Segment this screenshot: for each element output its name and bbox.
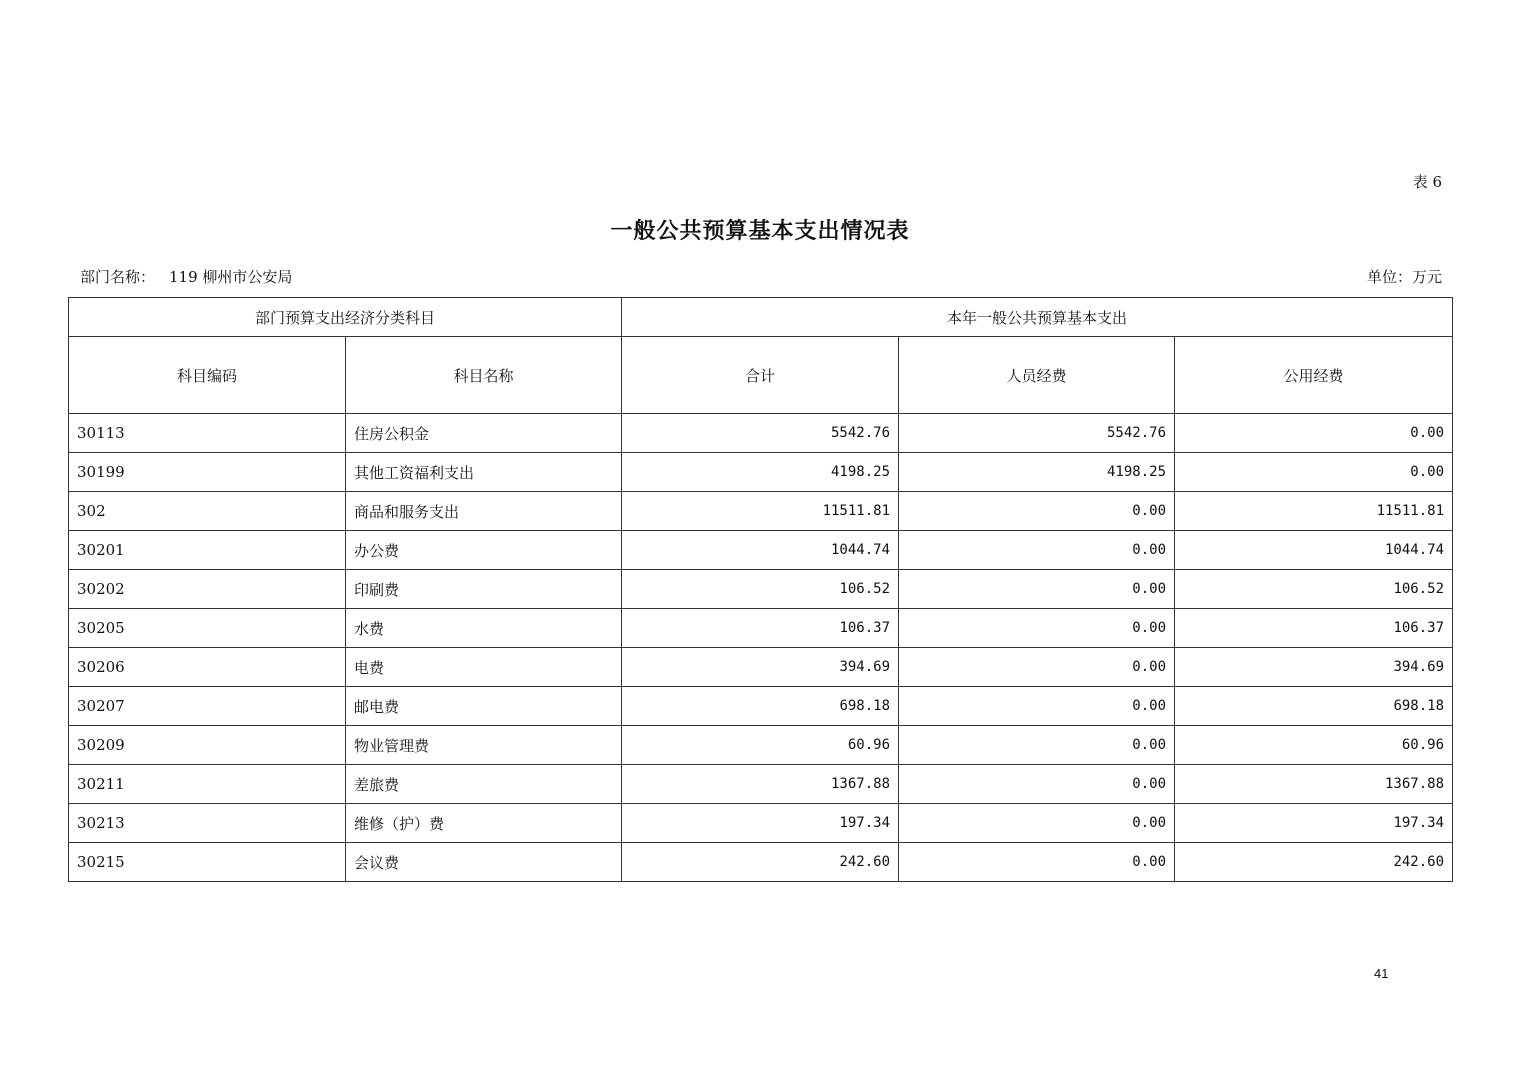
cell-name: 电费: [346, 648, 622, 687]
cell-code: 30202: [69, 570, 346, 609]
table-row: [69, 648, 1453, 687]
cell-personnel: 0.00: [899, 570, 1175, 609]
cell-personnel: 0.00: [899, 765, 1175, 804]
header-total: 合计: [622, 337, 899, 414]
table-body: [69, 414, 1453, 882]
cell-code: 30206: [69, 648, 346, 687]
header-name: 科目名称: [346, 337, 622, 414]
cell-personnel: 4198.25: [899, 453, 1175, 492]
cell-name: 差旅费: [346, 765, 622, 804]
cell-code: 302: [69, 492, 346, 531]
cell-name: 商品和服务支出: [346, 492, 622, 531]
cell-personnel: 0.00: [899, 609, 1175, 648]
cell-name: 其他工资福利支出: [346, 453, 622, 492]
cell-public: 0.00: [1175, 414, 1453, 453]
table-row: [69, 609, 1453, 648]
cell-public: 0.00: [1175, 453, 1453, 492]
table-row: [69, 570, 1453, 609]
cell-public: 106.37: [1175, 609, 1453, 648]
header-public: 公用经费: [1175, 337, 1453, 414]
department-name: 119 柳州市公安局: [169, 268, 293, 286]
cell-code: 30199: [69, 453, 346, 492]
table-row: [69, 726, 1453, 765]
header-column-row: [69, 337, 1453, 414]
cell-code: 30213: [69, 804, 346, 843]
cell-personnel: 0.00: [899, 843, 1175, 882]
cell-name: 水费: [346, 609, 622, 648]
table-row: [69, 843, 1453, 882]
cell-name: 会议费: [346, 843, 622, 882]
cell-total: 1367.88: [622, 765, 899, 804]
cell-total: 4198.25: [622, 453, 899, 492]
cell-public: 197.34: [1175, 804, 1453, 843]
cell-public: 1044.74: [1175, 531, 1453, 570]
cell-code: 30207: [69, 687, 346, 726]
department-label: 部门名称：: [80, 268, 156, 286]
cell-public: 242.60: [1175, 843, 1453, 882]
cell-name: 住房公积金: [346, 414, 622, 453]
cell-personnel: 5542.76: [899, 414, 1175, 453]
cell-public: 11511.81: [1175, 492, 1453, 531]
header-code: 科目编码: [69, 337, 346, 414]
cell-total: 698.18: [622, 687, 899, 726]
page-title: 一般公共预算基本支出情况表: [610, 218, 910, 244]
cell-public: 394.69: [1175, 648, 1453, 687]
cell-total: 106.37: [622, 609, 899, 648]
cell-code: 30215: [69, 843, 346, 882]
cell-public: 60.96: [1175, 726, 1453, 765]
cell-name: 办公费: [346, 531, 622, 570]
header-basic-expenditure: 本年一般公共预算基本支出: [622, 298, 1453, 337]
page-number: 41: [1374, 966, 1389, 981]
cell-total: 197.34: [622, 804, 899, 843]
cell-code: 30209: [69, 726, 346, 765]
cell-code: 30113: [69, 414, 346, 453]
cell-code: 30201: [69, 531, 346, 570]
cell-total: 11511.81: [622, 492, 899, 531]
cell-name: 印刷费: [346, 570, 622, 609]
cell-personnel: 0.00: [899, 648, 1175, 687]
cell-name: 维修（护）费: [346, 804, 622, 843]
cell-total: 1044.74: [622, 531, 899, 570]
cell-public: 106.52: [1175, 570, 1453, 609]
cell-total: 5542.76: [622, 414, 899, 453]
cell-total: 242.60: [622, 843, 899, 882]
cell-name: 物业管理费: [346, 726, 622, 765]
cell-code: 30211: [69, 765, 346, 804]
cell-personnel: 0.00: [899, 687, 1175, 726]
cell-public: 698.18: [1175, 687, 1453, 726]
header-group-row: [69, 298, 1453, 337]
header-personnel: 人员经费: [899, 337, 1175, 414]
cell-code: 30205: [69, 609, 346, 648]
cell-personnel: 0.00: [899, 492, 1175, 531]
cell-total: 106.52: [622, 570, 899, 609]
header-economic-classification: 部门预算支出经济分类科目: [69, 298, 622, 337]
unit-label: 单位：万元: [1366, 268, 1442, 286]
table-number: 表 6: [1412, 173, 1442, 191]
table-row: [69, 804, 1453, 843]
table-row: [69, 453, 1453, 492]
table-row: [69, 765, 1453, 804]
table-row: [69, 531, 1453, 570]
cell-personnel: 0.00: [899, 804, 1175, 843]
cell-personnel: 0.00: [899, 531, 1175, 570]
table-row: [69, 492, 1453, 531]
cell-total: 394.69: [622, 648, 899, 687]
budget-table: [68, 297, 1453, 882]
cell-public: 1367.88: [1175, 765, 1453, 804]
cell-total: 60.96: [622, 726, 899, 765]
table-row: [69, 687, 1453, 726]
department-line: [80, 266, 292, 287]
cell-personnel: 0.00: [899, 726, 1175, 765]
table-row: [69, 414, 1453, 453]
cell-name: 邮电费: [346, 687, 622, 726]
